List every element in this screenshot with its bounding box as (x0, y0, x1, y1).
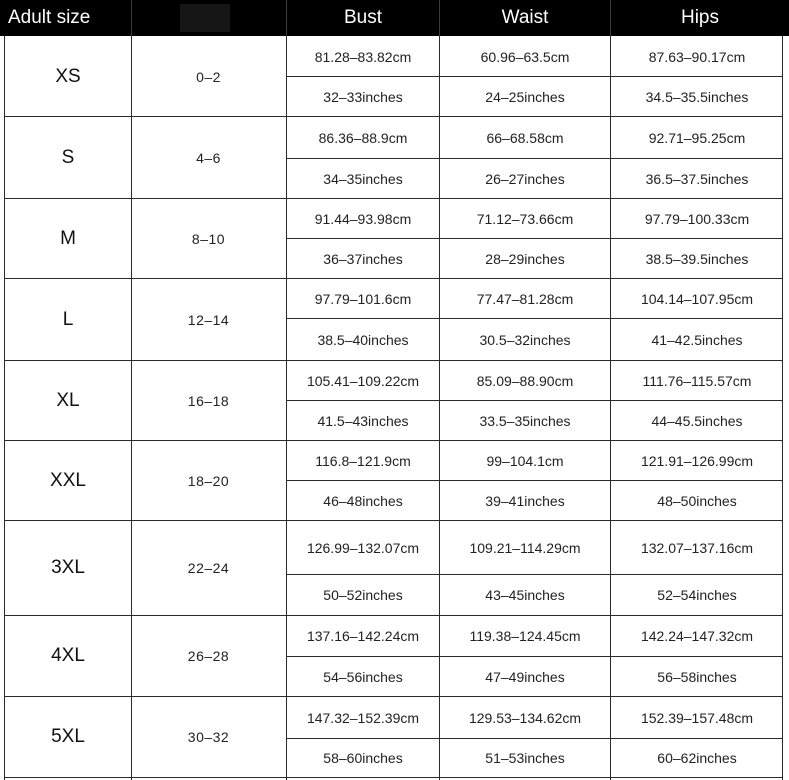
size-label: L (62, 308, 74, 330)
hips-inches-value: 48–50inches (657, 492, 737, 509)
waist-inches-value: 43–45inches (485, 587, 565, 603)
bust-cm-value: 86.36–88.9cm (318, 129, 408, 146)
hips-cm-value: 121.91–126.99cm (640, 452, 754, 469)
hips-inches-value: 41–42.5inches (651, 331, 743, 348)
size-label: XXL (50, 469, 86, 491)
hips-inches-value: 38.5–39.5inches (645, 250, 749, 267)
bust-inches-value: 41.5–43inches (317, 412, 409, 429)
header-adult-size: Adult size (8, 7, 91, 28)
waist-inches-value: 39–41inches (485, 492, 565, 509)
size-range: 12–14 (187, 311, 230, 328)
bust-inches-value: 46–48inches (323, 492, 403, 509)
bust-cm-value: 147.32–152.39cm (306, 709, 420, 726)
waist-cm-value: 71.12–73.66cm (476, 210, 574, 227)
waist-cm-value: 85.09–88.90cm (476, 372, 574, 389)
size-label: 3XL (51, 557, 85, 578)
size-range: 16–18 (187, 392, 230, 409)
waist-inches-value: 33.5–35inches (479, 412, 571, 429)
waist-cm-value: 129.53–134.62cm (468, 709, 582, 726)
bust-inches-value: 32–33inches (323, 88, 403, 105)
size-label: 5XL (51, 726, 85, 747)
waist-inches-value: 24–25inches (485, 88, 565, 105)
size-label: XL (56, 389, 80, 411)
size-range: 0–2 (196, 69, 221, 85)
hips-cm-value: 92.71–95.25cm (648, 129, 746, 146)
size-label: M (60, 227, 76, 249)
hips-inches-value: 36.5–37.5inches (645, 170, 749, 187)
bust-inches-value: 36–37inches (323, 250, 403, 267)
hips-inches-value: 34.5–35.5inches (645, 88, 749, 105)
waist-cm-value: 109.21–114.29cm (469, 539, 581, 556)
header-bust: Bust (343, 7, 383, 28)
hips-inches-value: 52–54inches (657, 587, 737, 603)
bust-cm-value: 116.8–121.9cm (315, 452, 411, 469)
hips-inches-value: 44–45.5inches (651, 412, 743, 429)
size-label: XS (55, 66, 81, 87)
bust-cm-value: 137.16–142.24cm (306, 628, 420, 644)
size-range: 8–10 (191, 230, 226, 247)
header-blank-cell (180, 4, 230, 32)
bust-inches-value: 58–60inches (323, 750, 403, 766)
size-range: 4–6 (196, 149, 221, 166)
hips-inches-value: 60–62inches (657, 750, 737, 766)
hips-cm-value: 152.39–157.48cm (640, 709, 754, 726)
waist-cm-value: 77.47–81.28cm (476, 290, 574, 307)
waist-inches-value: 28–29inches (485, 250, 565, 267)
hips-cm-value: 97.79–100.33cm (644, 210, 750, 227)
hips-cm-value: 132.07–137.16cm (640, 539, 754, 556)
bust-inches-value: 54–56inches (323, 668, 403, 685)
waist-inches-value: 51–53inches (485, 750, 565, 766)
hips-cm-value: 87.63–90.17cm (648, 49, 746, 65)
bust-cm-value: 126.99–132.07cm (306, 539, 420, 556)
waist-cm-value: 60.96–63.5cm (480, 49, 570, 65)
size-range: 22–24 (187, 560, 230, 576)
header-waist: Waist (501, 7, 549, 28)
hips-cm-value: 104.14–107.95cm (640, 290, 754, 307)
bust-inches-value: 50–52inches (323, 587, 403, 603)
hips-cm-value: 111.76–115.57cm (642, 372, 752, 389)
size-label: 4XL (51, 645, 85, 666)
hips-inches-value: 56–58inches (657, 668, 737, 685)
bust-cm-value: 81.28–83.82cm (314, 49, 412, 65)
waist-inches-value: 47–49inches (485, 668, 565, 685)
bust-cm-value: 105.41–109.22cm (306, 372, 420, 389)
row-divider (4, 777, 783, 778)
table-header (0, 0, 789, 36)
waist-inches-value: 26–27inches (485, 170, 565, 187)
waist-cm-value: 99–104.1cm (486, 452, 564, 469)
size-range: 30–32 (187, 729, 230, 745)
waist-inches-value: 30.5–32inches (479, 331, 571, 348)
bust-inches-value: 38.5–40inches (317, 331, 409, 348)
bust-inches-value: 34–35inches (323, 170, 403, 187)
header-divider (131, 0, 132, 36)
waist-cm-value: 66–68.58cm (486, 129, 564, 146)
size-range: 26–28 (187, 648, 230, 664)
size-label: S (61, 146, 75, 168)
hips-cm-value: 142.24–147.32cm (640, 628, 754, 644)
bust-cm-value: 91.44–93.98cm (314, 210, 412, 227)
waist-cm-value: 119.38–124.45cm (469, 628, 581, 644)
header-hips: Hips (680, 7, 719, 28)
size-range: 18–20 (187, 472, 230, 489)
bust-cm-value: 97.79–101.6cm (314, 290, 412, 307)
